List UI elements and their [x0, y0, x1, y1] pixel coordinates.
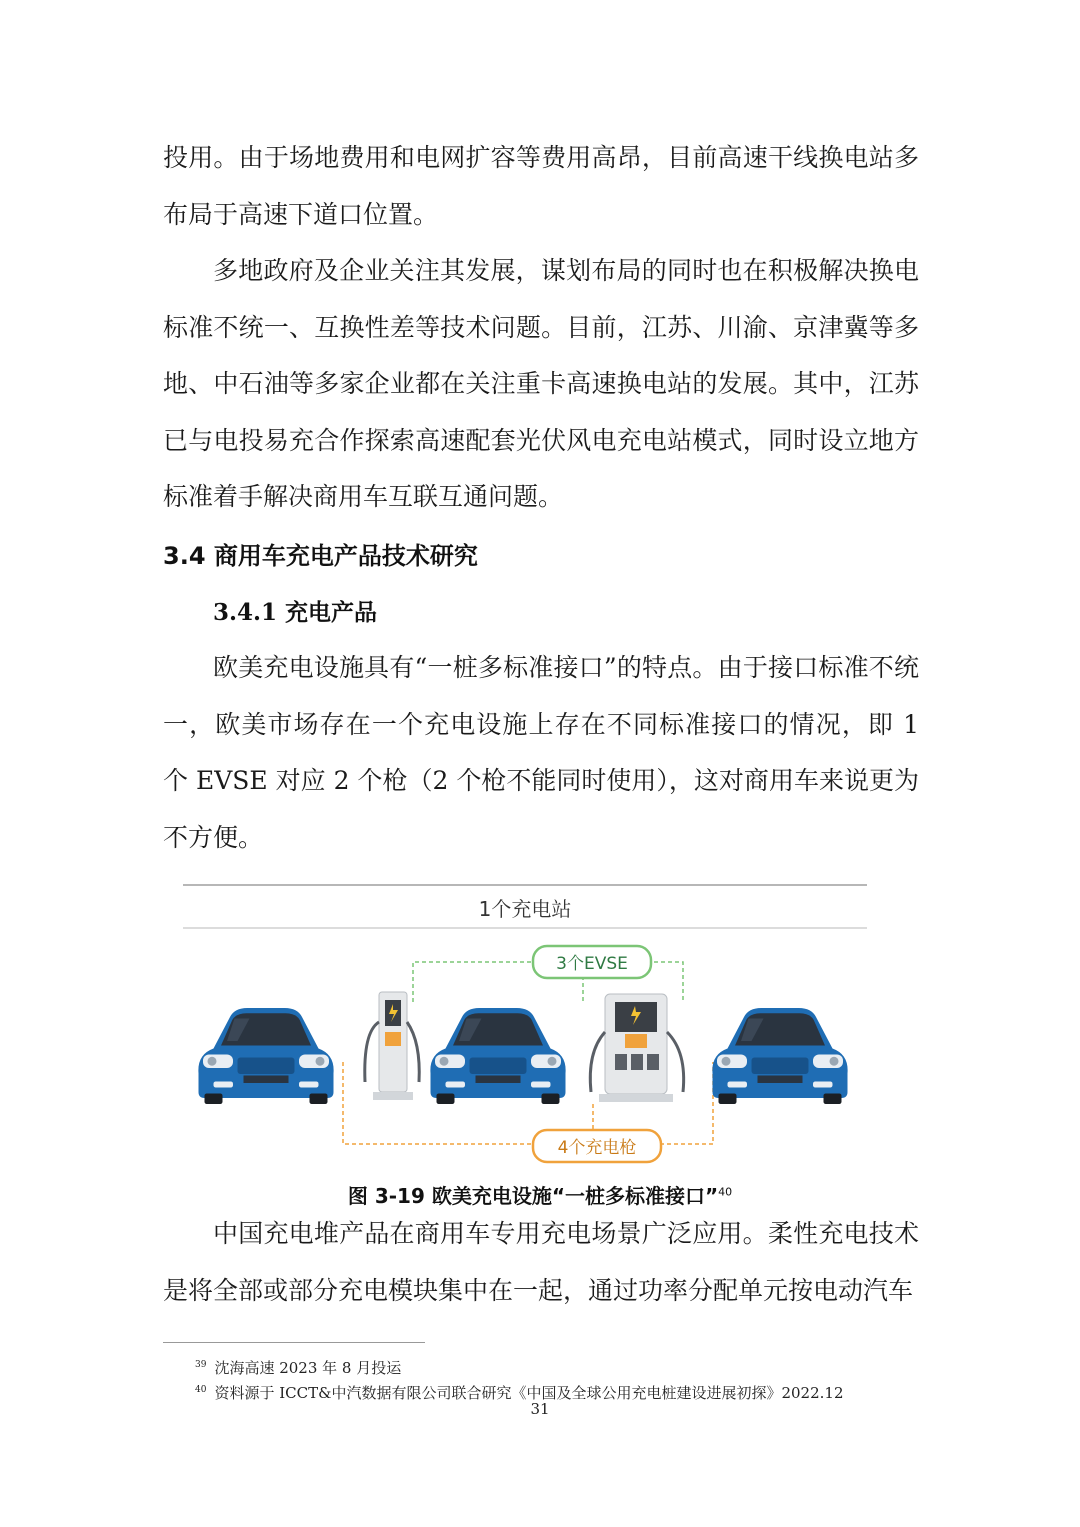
evse-label: 3个EVSE [556, 954, 628, 974]
footnote-39 [195, 1354, 844, 1379]
footnote-39-text: 沈海高速 2023 年 8 月投运 [214, 1359, 402, 1377]
subsection-heading: 3.4.1 充电产品 [213, 599, 378, 626]
car-left [198, 1008, 333, 1104]
paragraph-3: 欧美充电设施具有“一桩多标准接口”的特点。由于接口标准不统一，欧美市场存在一个充电设施上存在不同标准接口的情况，即 1 个 EVSE 对应 2 个枪（2 个枪不能同时使用），这对商用车来说更为不方便。 [163, 653, 919, 852]
charging-station-figure [183, 882, 867, 1172]
paragraph-2-block [163, 243, 919, 526]
station-label: 1个充电站 [478, 897, 572, 921]
footnote-rule [163, 1342, 425, 1343]
single-evse-charger [365, 992, 419, 1100]
paragraph-4: 中国充电堆产品在商用车专用充电场景广泛应用。柔性充电技术是将全部或部分充电模块集中在一起，通过功率分配单元按电动汽车 [163, 1219, 919, 1305]
caption-text: 图 3-19 欧美充电设施“一桩多标准接口” [347, 1184, 719, 1208]
paragraph-1-block [163, 130, 919, 243]
footnote-39-number: 39 [195, 1360, 207, 1370]
caption-footnote-ref: 40 [718, 1185, 733, 1199]
page-number: 31 [530, 1400, 550, 1418]
section-heading: 3.4 商用车充电产品技术研究 [163, 542, 478, 570]
gun-label: 4个充电枪 [557, 1138, 637, 1158]
footnote-40-number: 40 [195, 1385, 207, 1395]
car-center [430, 1008, 565, 1104]
double-evse-charger [590, 994, 683, 1102]
figure-caption [0, 1180, 1080, 1209]
paragraph-3-block [163, 640, 919, 866]
paragraph-4-block [163, 1206, 919, 1319]
paragraph-2: 多地政府及企业关注其发展，谋划布局的同时也在积极解决换电标准不统一、互换性差等技术问题。目前，江苏、川渝、京津冀等多地、中石油等多家企业都在关注重卡高速换电站的发展。其中，江苏已与电投易充合作探索高速配套光伏风电充电站模式，同时设立地方标准着手解决商用车互联互通问题。 [163, 256, 919, 512]
footnotes [195, 1354, 844, 1404]
footnote-40-text: 资料源于 ICCT&中汽数据有限公司联合研究《中国及全球公用充电桩建设进展初探》2022.12 [214, 1384, 844, 1402]
paragraph-1: 投用。由于场地费用和电网扩容等费用高昂，目前高速干线换电站多布局于高速下道口位置。 [163, 143, 919, 229]
car-right [712, 1008, 847, 1104]
